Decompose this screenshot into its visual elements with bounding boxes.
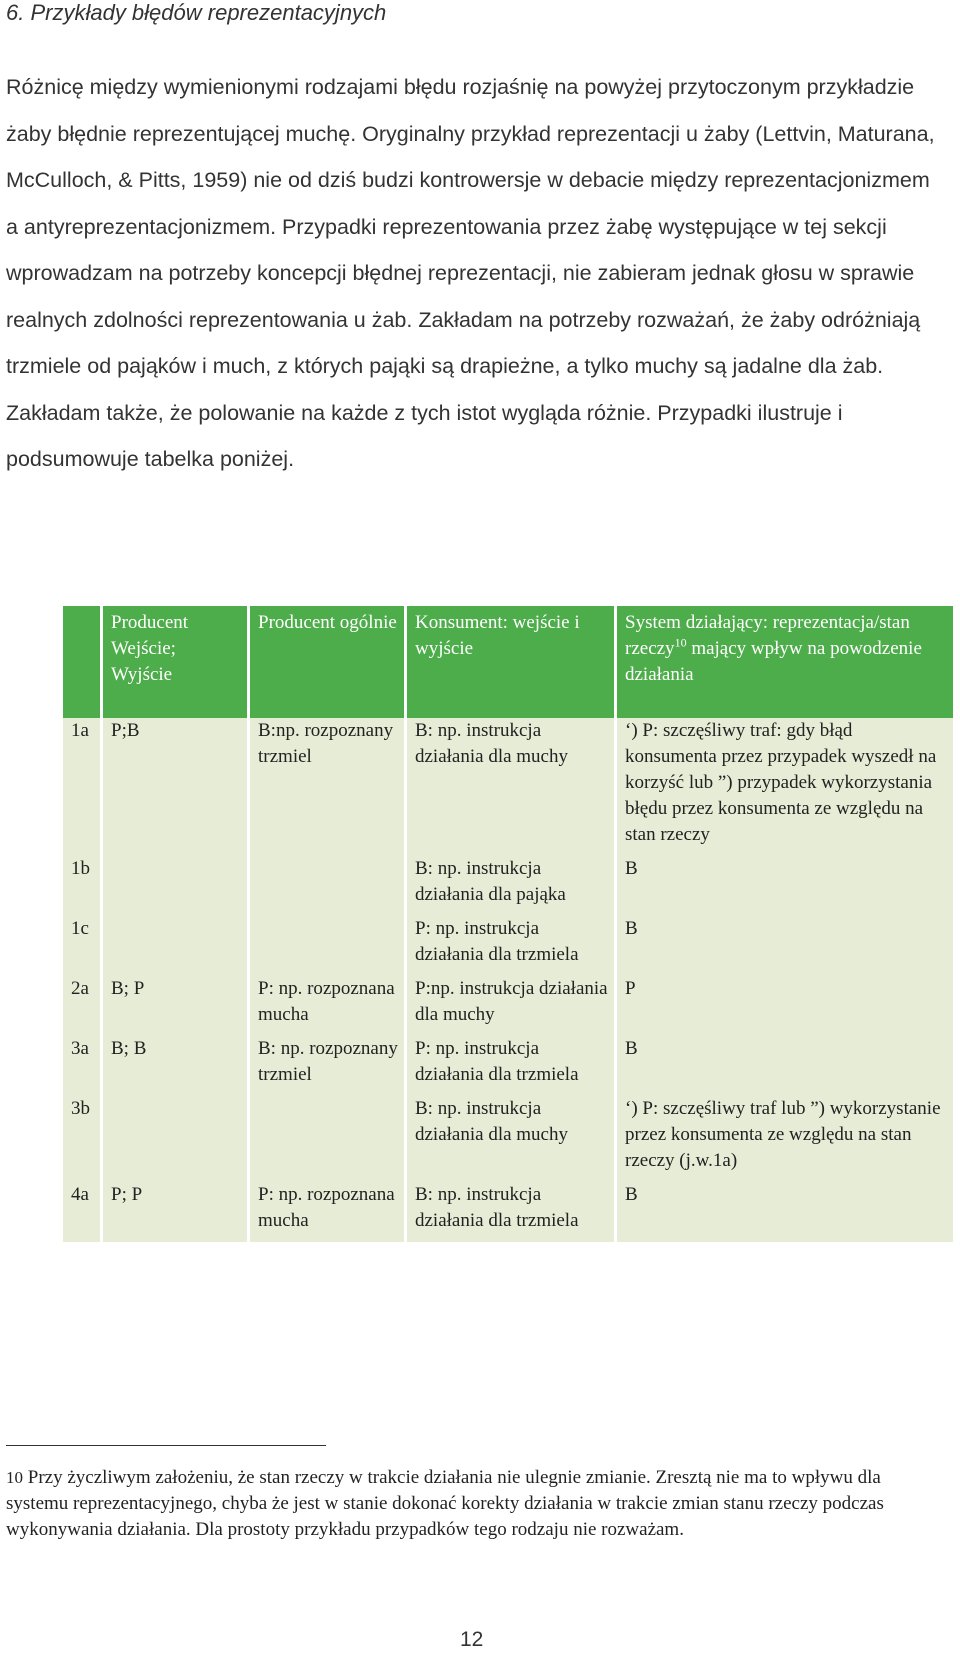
cell-consumer: B: np. instrukcja działania dla pająka	[407, 856, 617, 916]
table-row	[63, 976, 953, 1036]
cell-consumer: B: np. instrukcja działania dla muchy	[407, 718, 617, 856]
header-system-text: System działający: reprezentacja/stan rzeczy	[625, 612, 910, 659]
cell-system: P	[617, 976, 953, 1036]
cell-id: 3b	[63, 1096, 103, 1182]
table-row	[63, 856, 953, 916]
footnote	[6, 1465, 941, 1543]
table-row	[63, 718, 953, 856]
cell-consumer: B: np. instrukcja działania dla muchy	[407, 1096, 617, 1182]
footnote-mark: 10	[6, 1468, 23, 1487]
cell-id: 2a	[63, 976, 103, 1036]
footnote-ref: 10	[674, 635, 687, 650]
cell-id: 4a	[63, 1182, 103, 1242]
table-header-row	[63, 606, 953, 718]
section-heading: 6. Przykłady błędów reprezentacyjnych	[6, 0, 387, 25]
cell-producer-general: B: np. rozpoznany trzmiel	[250, 1036, 407, 1096]
header-system-rest: mający wpływ na powodzenie działania	[625, 638, 922, 685]
cell-producer-general	[250, 916, 407, 976]
cell-producer-general	[250, 856, 407, 916]
cases-table	[63, 606, 953, 1242]
cell-system: B	[617, 856, 953, 916]
header-producer-general: Producent ogólnie	[250, 606, 407, 718]
cell-consumer: P: np. instrukcja działania dla trzmiela	[407, 916, 617, 976]
table-row	[63, 1036, 953, 1096]
cell-system: ‘) P: szczęśliwy traf: gdy błąd konsumenta przez przypadek wyszedł na korzyść lub ”) przypadek wykorzystania błędu przez konsumenta ze względu na stan rzeczy	[617, 718, 953, 856]
header-system	[617, 606, 953, 718]
cell-consumer: P: np. instrukcja działania dla trzmiela	[407, 1036, 617, 1096]
header-producer-io: Producent Wejście; Wyjście	[103, 606, 250, 718]
cell-id: 1b	[63, 856, 103, 916]
cell-producer-io: B; P	[103, 976, 250, 1036]
cell-id: 3a	[63, 1036, 103, 1096]
cell-producer-general: P: np. rozpoznana mucha	[250, 1182, 407, 1242]
footnote-separator	[6, 1445, 326, 1446]
cell-id: 1a	[63, 718, 103, 856]
header-consumer: Konsument: wejście i wyjście	[407, 606, 617, 718]
cell-producer-general: P: np. rozpoznana mucha	[250, 976, 407, 1036]
page-number: 12	[460, 1628, 484, 1651]
cell-id: 1c	[63, 916, 103, 976]
cell-producer-io	[103, 916, 250, 976]
cell-producer-io: P;B	[103, 718, 250, 856]
cell-producer-io	[103, 1096, 250, 1182]
body-paragraph: Różnicę między wymienionymi rodzajami błędu rozjaśnię na powyżej przytoczonym przykładzie żaby błędnie reprezentującej muchę. Oryginalny przykład reprezentacji u żaby (Lettvin, Maturana, McCulloch, & Pitts, 1959) nie od dziś budzi kontrowersje w debacie między reprezentacjonizmem a antyreprezentacjonizmem. Przypadki reprezentowania przez żabę występujące w tej sekcji wprowadzam na potrzeby koncepcji błędnej reprezentacji, nie zabieram jednak głosu w sprawie realnych zdolności reprezentowania u żab. Zakładam na potrzeby rozważań, że żaby odróżniają trzmiele od pająków i much, z których pająki są drapieżne, a tylko muchy są jadalne dla żab. Zakładam także, że polowanie na każde z tych istot wygląda różnie. Przypadki ilustruje i podsumowuje tabelka poniżej.	[6, 75, 935, 471]
cell-producer-io: P; P	[103, 1182, 250, 1242]
cell-producer-io	[103, 856, 250, 916]
cell-producer-general: B:np. rozpoznany trzmiel	[250, 718, 407, 856]
header-id	[63, 606, 103, 718]
cell-system: B	[617, 1036, 953, 1096]
cell-system: ‘) P: szczęśliwy traf lub ”) wykorzystanie przez konsumenta ze względu na stan rzeczy (j.w.1a)	[617, 1096, 953, 1182]
cell-consumer: B: np. instrukcja działania dla trzmiela	[407, 1182, 617, 1242]
cell-consumer: P:np. instrukcja działania dla muchy	[407, 976, 617, 1036]
table-row	[63, 916, 953, 976]
cell-system: B	[617, 916, 953, 976]
cell-producer-io: B; B	[103, 1036, 250, 1096]
cell-system: B	[617, 1182, 953, 1242]
table-row	[63, 1096, 953, 1182]
footnote-text: Przy życzliwym założeniu, że stan rzeczy w trakcie działania nie ulegnie zmianie. Zresztą nie ma to wpływu dla systemu reprezentacyjnego, chyba że jest w stanie dokonać korekty działania w trakcie zmian stanu rzeczy podczas wykonywania działania. Dla prostoty przykładu przypadków tego rodzaju nie rozważam.	[6, 1467, 884, 1540]
table-row	[63, 1182, 953, 1242]
cell-producer-general	[250, 1096, 407, 1182]
